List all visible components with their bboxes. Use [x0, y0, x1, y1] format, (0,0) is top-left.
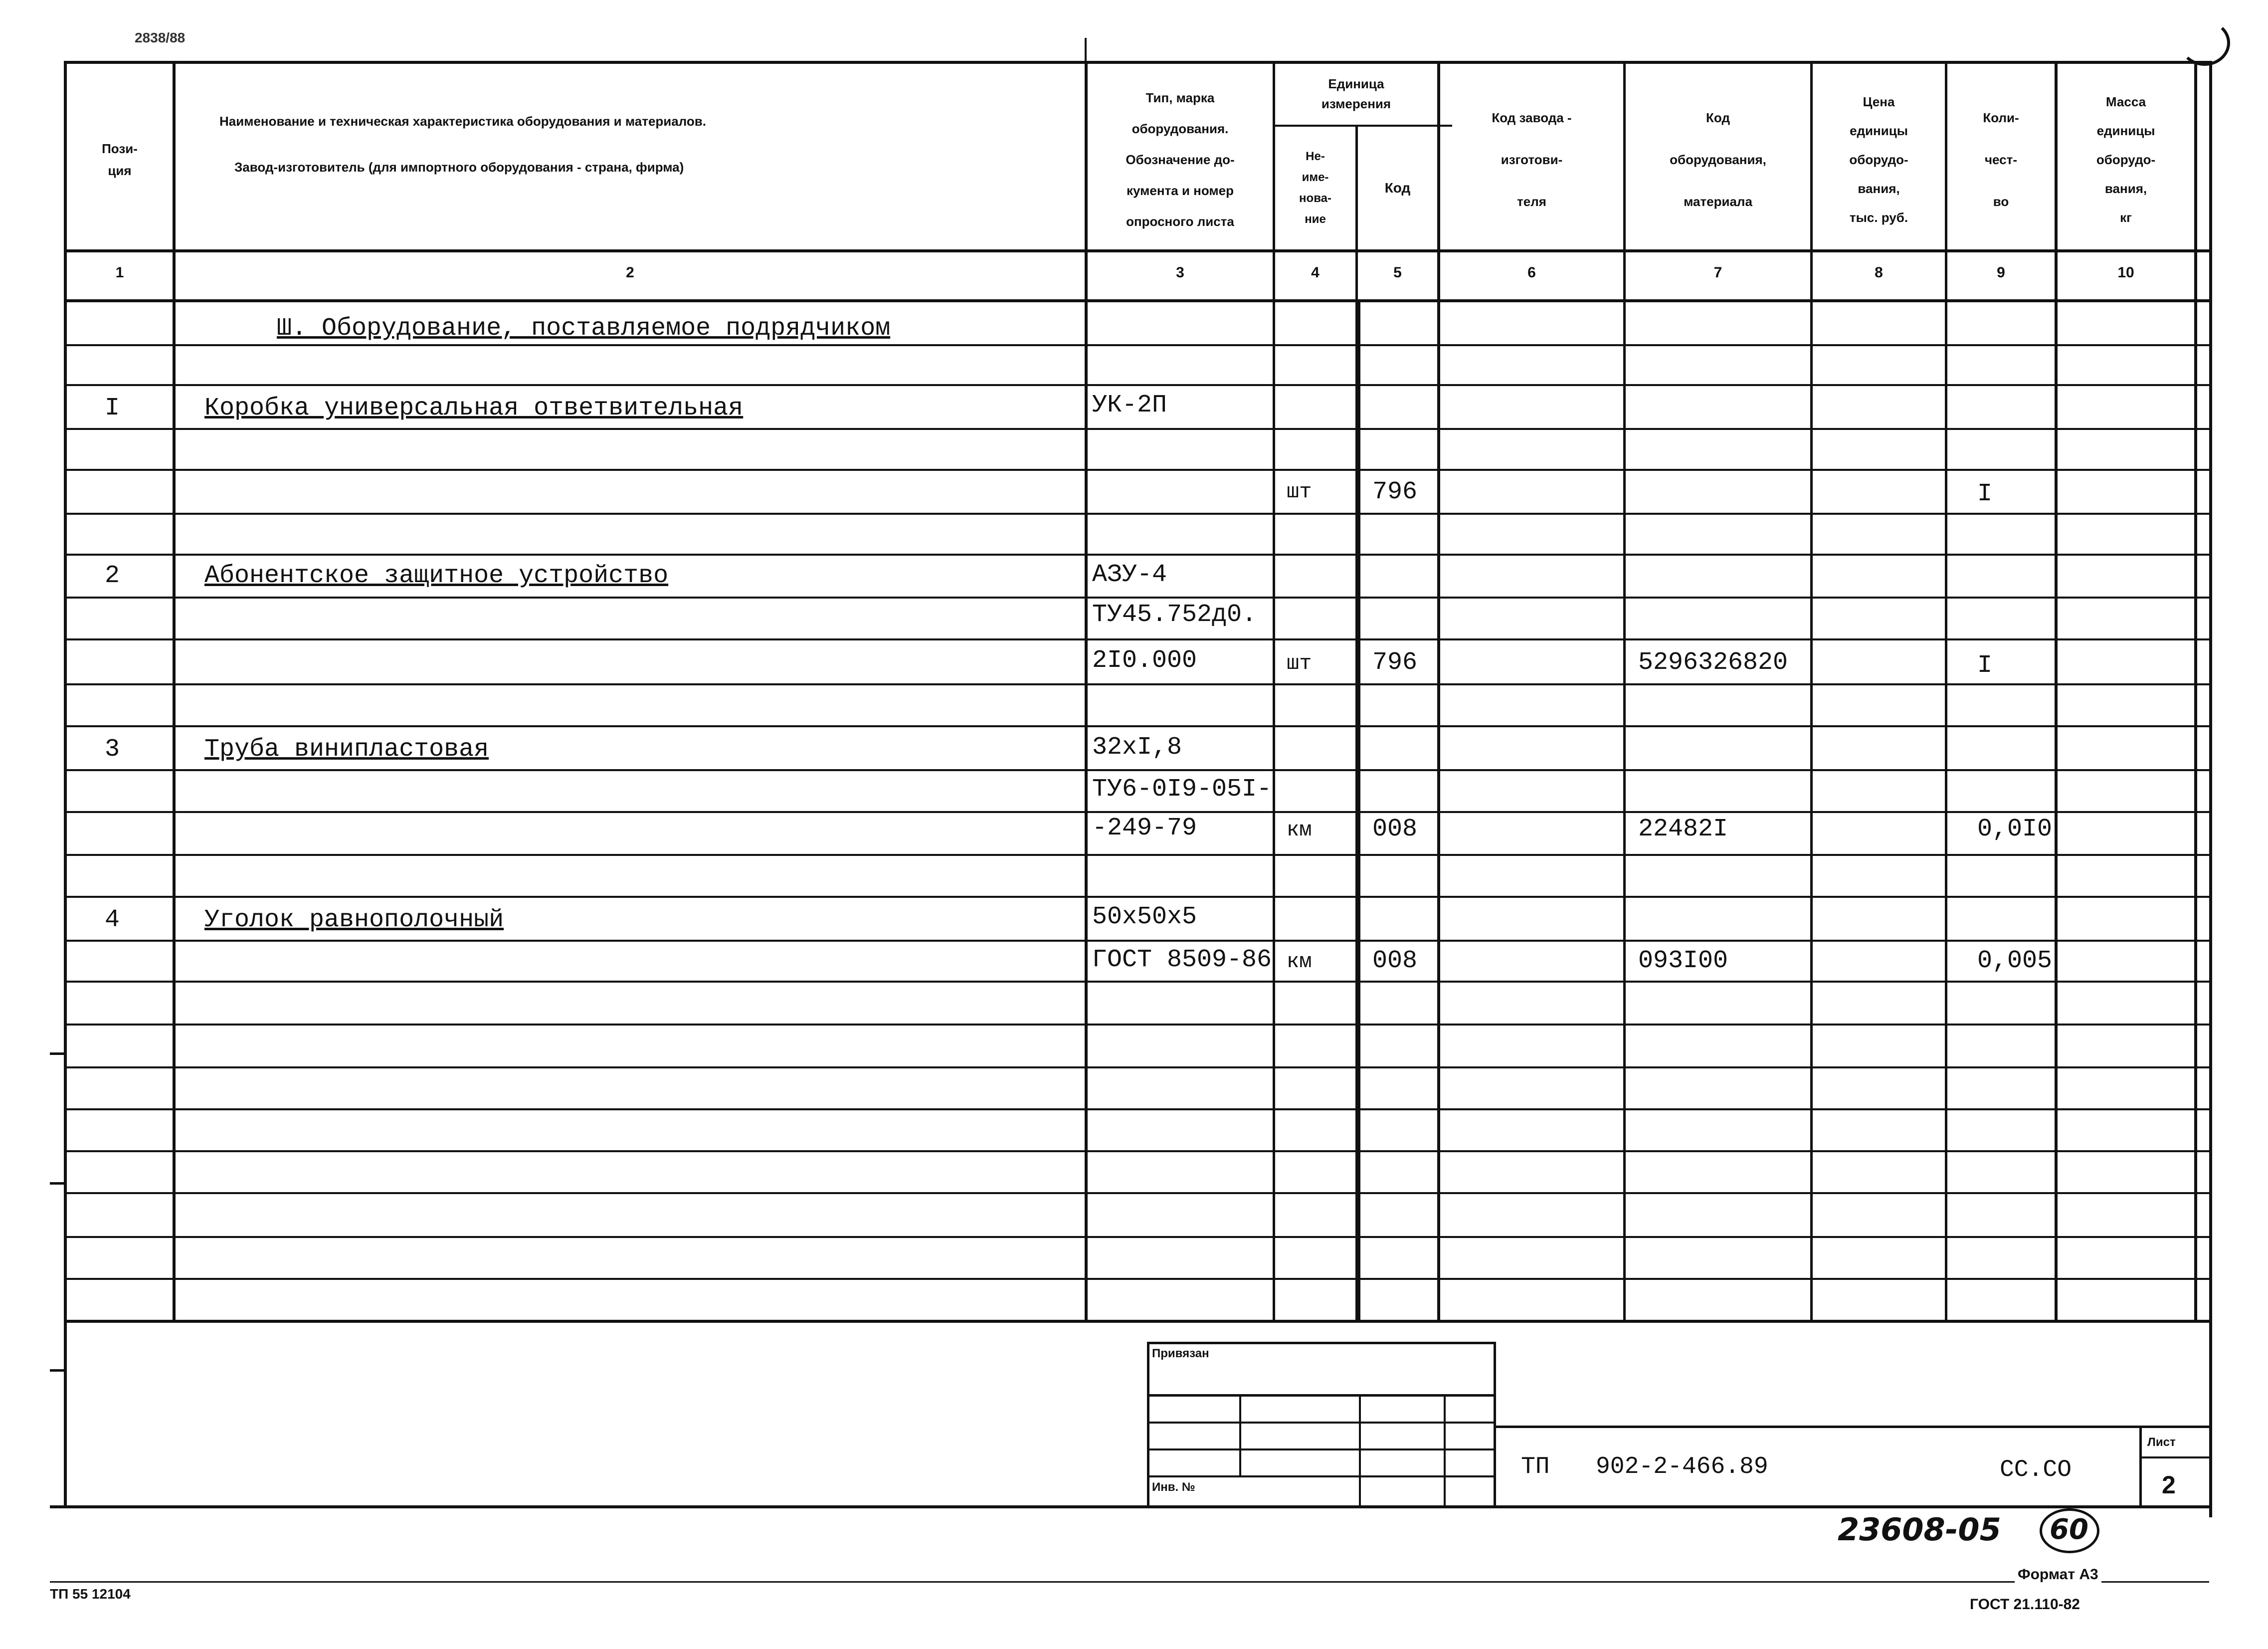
column-number: 4	[1311, 264, 1320, 281]
corner-circle-mark	[2179, 20, 2230, 66]
item-name: Коробка универсальная ответвительная	[204, 394, 744, 422]
item-material-code: 093I00	[1638, 947, 1728, 975]
item-type-doc: 2I0.000	[1092, 646, 1197, 675]
column-number: 3	[1176, 264, 1184, 281]
item-unit: км	[1287, 950, 1312, 974]
item-type-doc: ТУ6-0I9-05I-	[1092, 775, 1272, 804]
item-unit-code: 796	[1372, 478, 1418, 506]
header-price: Цена единицы оборудо- вания, тыс. руб.	[1849, 94, 1908, 225]
header-plant-code: Код завода - изготови- теля	[1492, 110, 1572, 209]
column-number: 10	[2117, 264, 2134, 281]
document-number: 902-2-466.89	[1596, 1453, 1768, 1480]
gost-label: ГОСТ 21.110-82	[1970, 1596, 2080, 1613]
item-type: АЗУ-4	[1092, 561, 1167, 589]
item-type-doc: ГОСТ 8509-86	[1092, 946, 1272, 974]
item-type: УК-2П	[1092, 391, 1167, 419]
item-type: 50х50х5	[1092, 903, 1197, 931]
item-name: Абонентское защитное устройство	[204, 562, 669, 590]
sheet-number: 2	[2162, 1471, 2176, 1499]
inventory-label: Инв. №	[1152, 1480, 1195, 1494]
item-type-doc: ТУ45.752д0.	[1092, 601, 1257, 629]
tp-label: ТП	[1521, 1453, 1550, 1480]
item-position: 4	[105, 906, 120, 934]
item-unit: шт	[1287, 480, 1312, 504]
print-code: ТП 55 12104	[50, 1586, 131, 1602]
header-unit-code: Код	[1384, 180, 1411, 196]
document-mark: СС.СО	[2000, 1456, 2072, 1483]
section-title: Ш. Оборудование, поставляемое подрядчиком	[277, 314, 891, 343]
header-unit-name: Не- име- нова- ние	[1299, 150, 1331, 226]
header-type: Тип, марка оборудования. Обозначение до- кумента и номер опросного листа	[1126, 90, 1235, 229]
sheet-label: Лист	[2147, 1436, 2176, 1449]
privyazan-label: Привязан	[1152, 1347, 1209, 1360]
header-name-line2: Завод-изготовитель (для импортного оборудования - страна, фирма)	[234, 160, 684, 175]
header-mass: Масса единицы оборудо- вания, кг	[2096, 94, 2156, 225]
column-number: 2	[626, 264, 634, 281]
column-number: 1	[115, 264, 124, 281]
header-position: Пози- ция	[102, 141, 138, 178]
item-unit-code: 008	[1372, 947, 1418, 975]
item-unit-code: 008	[1372, 815, 1418, 843]
column-number: 6	[1527, 264, 1536, 281]
item-type: 32хI,8	[1092, 733, 1182, 762]
item-name: Труба винипластовая	[204, 735, 489, 764]
item-quantity: 0,0I0	[1977, 815, 2053, 843]
header-material-code: Код оборудования, материала	[1670, 110, 1766, 209]
item-quantity: I	[1977, 651, 1993, 680]
item-unit: шт	[1287, 651, 1312, 675]
column-number: 8	[1875, 264, 1883, 281]
column-number: 7	[1713, 264, 1722, 281]
item-type-doc: -249-79	[1092, 814, 1197, 842]
top-corner-number: 2838/88	[135, 30, 186, 45]
header-name-line1: Наименование и техническая характеристика оборудования и материалов.	[219, 114, 707, 129]
item-name: Уголок равнополочный	[204, 906, 504, 934]
column-number: 9	[1997, 264, 2005, 281]
column-number: 5	[1393, 264, 1402, 281]
item-position: 3	[105, 735, 120, 764]
header-quantity: Коли- чест- во	[1983, 110, 2019, 209]
item-material-code: 22482I	[1638, 815, 1728, 843]
format-label: Формат А3	[2015, 1566, 2101, 1583]
item-quantity: 0,005	[1977, 947, 2053, 975]
item-quantity: I	[1977, 480, 1993, 508]
circled-number: 60	[2050, 1513, 2088, 1546]
item-unit-code: 796	[1372, 648, 1418, 677]
item-position: 2	[105, 562, 120, 590]
item-position: I	[105, 394, 120, 422]
archive-number: 23608-05	[1838, 1511, 2001, 1548]
item-unit: км	[1287, 818, 1312, 842]
item-material-code: 5296326820	[1638, 648, 1788, 677]
header-unit-group: Единица измерения	[1321, 76, 1391, 111]
